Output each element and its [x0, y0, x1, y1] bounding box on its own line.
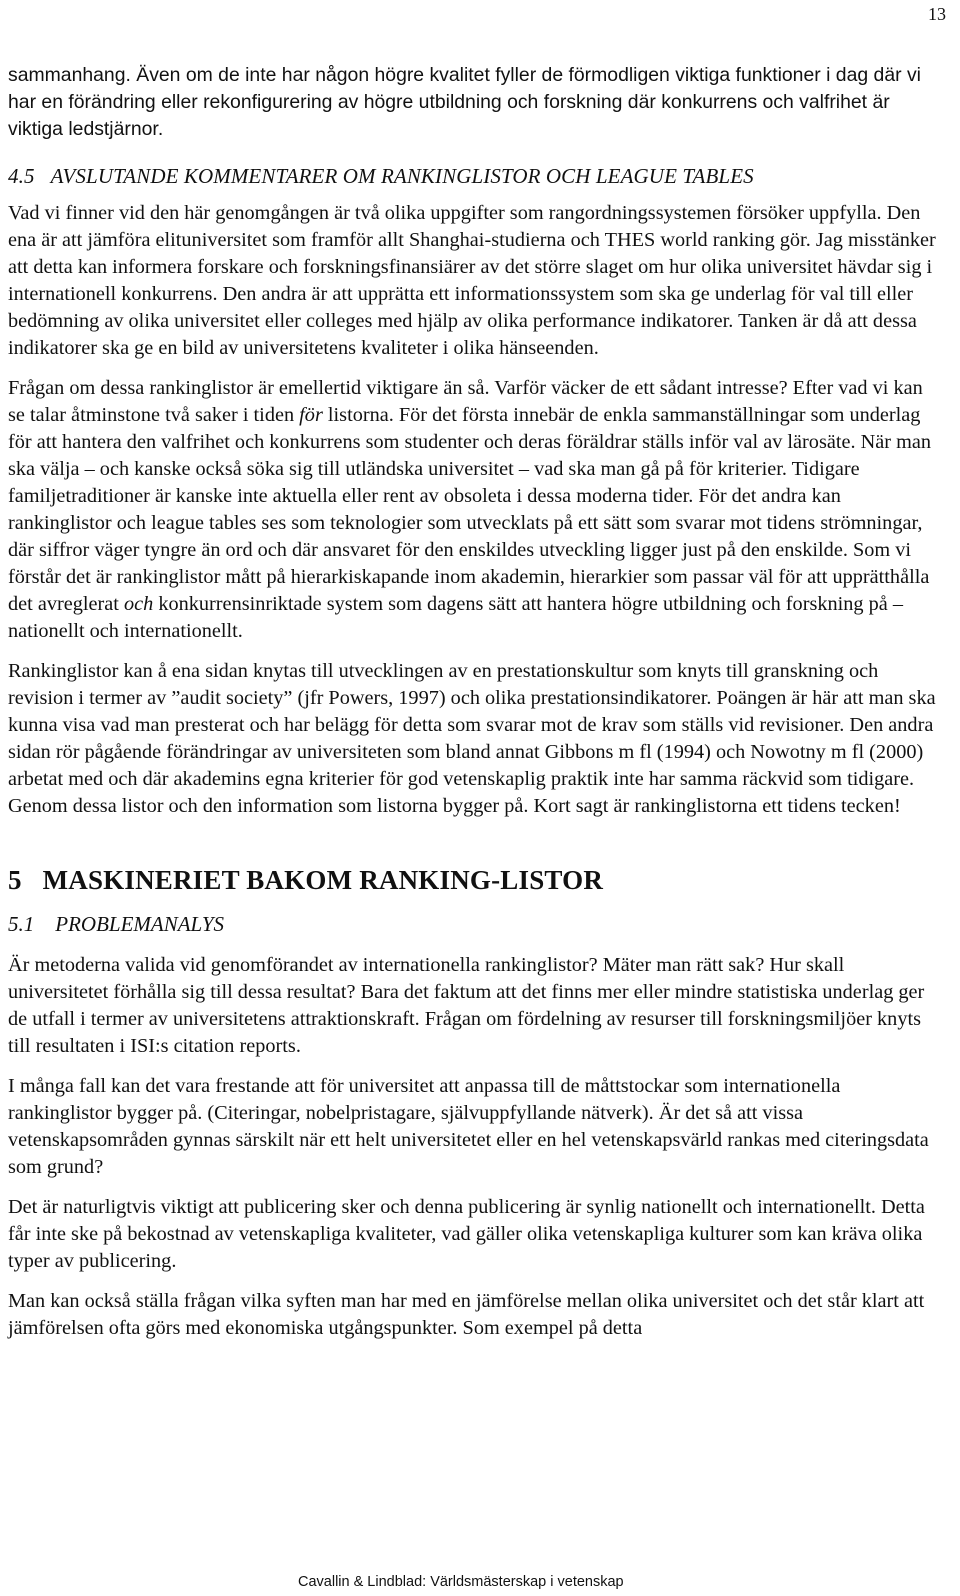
text-run: Frågan om dessa rankinglistor är emellertid viktigare än så. Varför väcker de ett sådant intresse? Efter vad vi kan se talar åtminstone två saker i tiden: [8, 377, 923, 426]
section-number: 4.5: [8, 164, 35, 188]
chapter-title: MASKINERIET BAKOM RANKING-LISTOR: [42, 865, 604, 895]
page-number: 13: [928, 4, 946, 24]
emphasis: och: [123, 593, 154, 615]
section-title: PROBLEMANALYS: [55, 912, 224, 936]
intro-paragraph: sammanhang. Även om de inte har någon högre kvalitet fyller de förmodligen viktiga funktioner i dag där vi har en förändring eller rekonfigurering av högre utbildning och forskning där konkurrens och valfrihet är viktiga ledstjärnor.: [8, 64, 921, 140]
text-run: listorna. För det första innebär de enkla sammanställningar som underlag för att hantera den valfrihet och konkurrens som studenter och deras föräldrar ställs inför val av lärosäte. När man ska välja – och kanske också söka sig till utländska universitet – vad ska man gå på för kriterier. Tidigare familjetraditioner är kanske inte aktuella eller rent av obsoleta i dessa moderna tider. För det andra kan rankinglistor och league tables ses som teknologier som utvecklats på ett sätt som svarar mot tidens strömningar, där siffror väger tyngre än ord och där ansvaret för den enskildes utveckling ligger just på den enskilde. Som vi förstår det är rankinglistor mått på hierarkiskapande inom akademin, hierarkier som passar väl för att upprätthålla det avreglerat: [8, 404, 932, 615]
document-body: [8, 62, 942, 1355]
chapter-number: 5: [8, 865, 22, 895]
text-run: konkurrensinriktade system som dagens sätt att hantera högre utbildning och forskning på – nationellt och internationellt.: [8, 593, 903, 642]
emphasis: för: [299, 404, 323, 426]
page-footer: Cavallin & Lindblad: Världsmästerskap i vetenskap: [298, 1574, 624, 1590]
section-4-5-paragraph-1: Vad vi finner vid den här genomgången är två olika uppgifter som rangordningssystemen försöker uppfylla. Den ena är att jämföra elituniversitet som framför allt Shanghai-studierna och THES world ranking gör. Jag misstänker att detta kan informera forskare och forskningsfinansiärer av det större slaget om hur olika universitet hävdar sig i internationell konkurrens. Den andra är att upprätta ett informationssystem som ska ge underlag för val till eller bedömning av olika universitet eller colleges med hjälp av olika performance indikatorer. Tanken är då att dessa indikatorer ska ge en bild av universitetens kvaliteter i olika hänseenden.: [8, 202, 936, 359]
section-5-1-heading: [8, 911, 942, 938]
section-4-5-heading: [8, 163, 942, 190]
section-4-5-paragraph-2: [8, 375, 942, 645]
section-5-1-paragraph-2: I många fall kan det vara frestande att för universitet att anpassa till de måttstockar som internationella rankinglistor bygger på. (Citeringar, nobelpristagare, självuppfyllande nätverk). Är det så att vissa vetenskapsområden gynnas särskilt när ett helt universitetet eller en hel vetenskapsvärld rankas med citeringsdata som grund?: [8, 1075, 929, 1178]
section-5-1-paragraph-3: Det är naturligtvis viktigt att publicering sker och denna publicering är synlig nationellt och internationellt. Detta får inte ske på bekostnad av vetenskapliga kvaliteter, vad gäller olika vetenskapliga kulturer som kan kräva olika typer av publicering.: [8, 1196, 925, 1272]
section-5-1-paragraph-1: Är metoderna valida vid genomförandet av internationella rankinglistor? Mäter man rätt sak? Hur skall universitetet förhålla sig till dessa resultat? Bara det faktum att det finns mer eller mindre statistiska underlag ger de utfall i termer av universitetens attraktionskraft. Frågan om fördelning av resurser till forskningsmiljöer knyts till resultaten i ISI:s citation reports.: [8, 954, 925, 1057]
chapter-5-heading: [8, 867, 942, 894]
section-number: 5.1: [8, 912, 35, 936]
section-title: AVSLUTANDE KOMMENTARER OM RANKINGLISTOR OCH LEAGUE TABLES: [50, 164, 754, 188]
section-5-1-paragraph-4: Man kan också ställa frågan vilka syften man har med en jämförelse mellan olika universitet och det står klart att jämförelsen ofta görs med ekonomiska utgångspunkter. Som exempel på detta: [8, 1290, 925, 1339]
section-4-5-paragraph-3: Rankinglistor kan å ena sidan knytas till utvecklingen av en prestationskultur som knyts till granskning och revision i termer av ”audit society” (jfr Powers, 1997) och olika prestationsindikatorer. Poängen är här att man ska kunna visa vad man presterat och har belägg för detta som svarar mot de krav som ställs vid revisioner. Den andra sidan rör pågående förändringar av universiteten som bland annat Gibbons m fl (1994) och Nowotny m fl (2000) arbetat med och där akademins egna kriterier för god vetenskaplig praktik inte har samma räckvid som tidigare. Genom dessa listor och den information som listorna bygger på. Kort sagt är rankinglistorna ett tidens tecken!: [8, 660, 936, 817]
